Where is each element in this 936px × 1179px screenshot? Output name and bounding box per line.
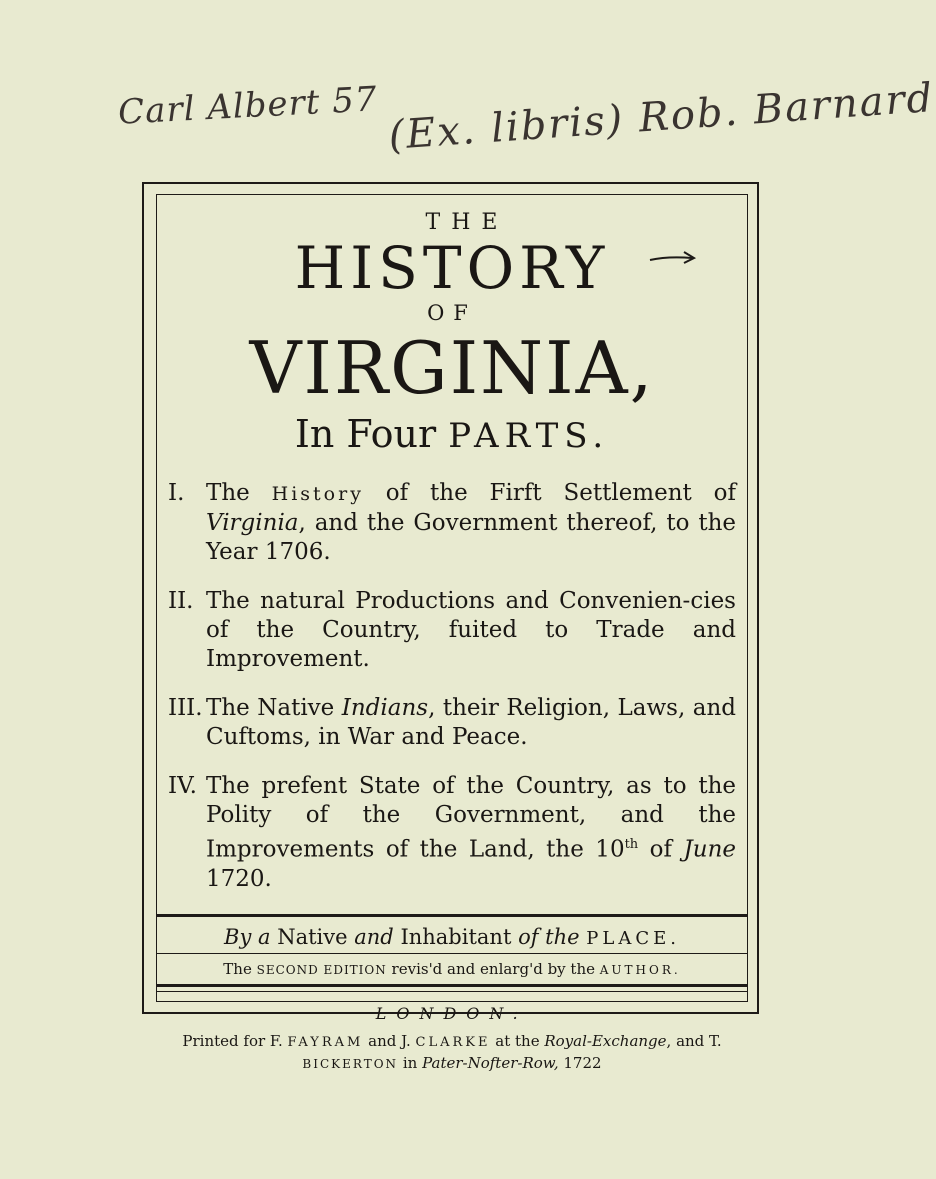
title-of: OF: [427, 301, 477, 325]
parts-list: [164, 479, 740, 894]
part-item: [168, 587, 736, 674]
part-number: II.: [168, 588, 194, 614]
divider: [156, 953, 748, 954]
part-number: I.: [168, 480, 185, 506]
subtitle: [164, 411, 740, 459]
handwritten-signature-left: Carl Albert 57: [117, 79, 379, 133]
handwritten-signature-right: (Ex. libris) Rob. Barnard: [387, 74, 936, 160]
part-text: The History of the Firft Settlement of Virginia, and the Government thereof, to the Year 1706.: [206, 480, 737, 565]
imprint-city: LONDON:: [375, 1003, 529, 1023]
subtitle-in-four: In Four: [294, 412, 437, 456]
title-virginia: VIRGINIA,: [249, 326, 655, 410]
part-text: The natural Productions and Convenien-cies of the Country, fuited to Trade and Improvement.: [206, 588, 736, 672]
edition-line: The SECOND EDITION revis'd and enlarg'd by the AUTHOR.: [223, 959, 681, 978]
title-the: THE: [425, 210, 509, 235]
divider: [156, 914, 748, 917]
title-history: HISTORY: [294, 234, 610, 302]
divider: [156, 991, 748, 992]
part-item: [168, 479, 736, 567]
subtitle-parts: PARTS.: [448, 416, 610, 456]
part-number: IV.: [168, 773, 197, 799]
part-number: III.: [168, 695, 203, 721]
title-page: [164, 200, 740, 1075]
part-text: The Native Indians, their Religion, Laws, and Cuftoms, in War and Peace.: [206, 695, 736, 750]
part-item: [168, 772, 736, 894]
divider: [156, 984, 748, 987]
part-text: The prefent State of the Country, as to the Polity of the Government, and the Improvements of the Land, the 10th of June 1720.: [206, 773, 736, 892]
part-item: [168, 694, 736, 752]
imprint: Printed for F. FAYRAM and J. CLARKE at the Royal-Exchange, and T. BICKERTON in Pater-Nofter-Row, 1722: [182, 1031, 722, 1072]
byline: By a Native and Inhabitant of the PLACE.: [224, 924, 680, 949]
